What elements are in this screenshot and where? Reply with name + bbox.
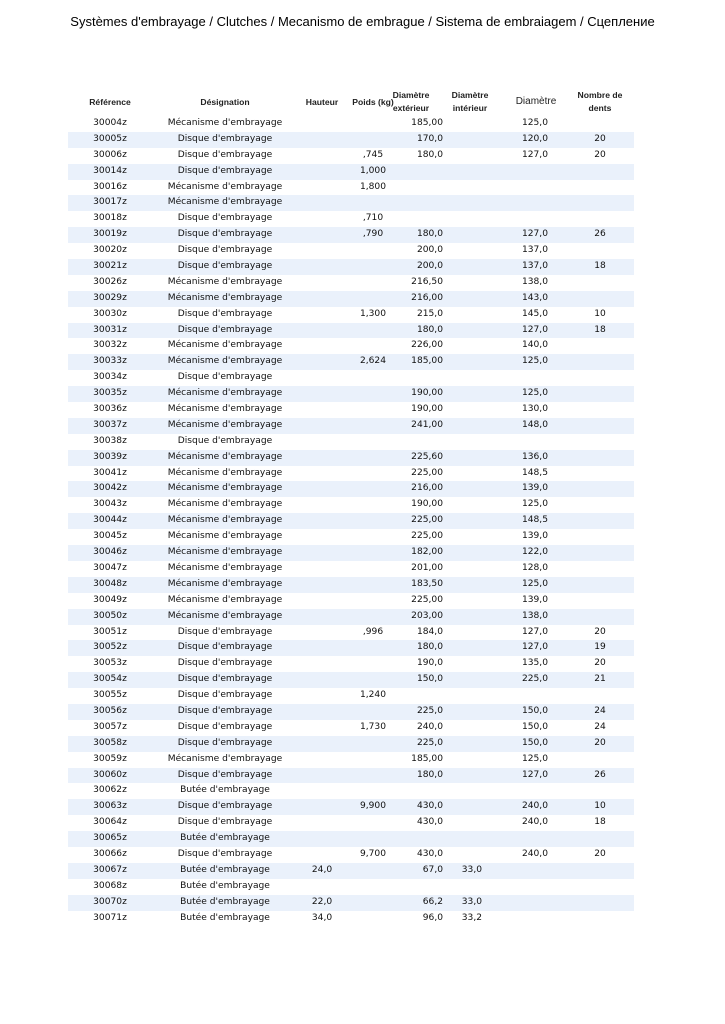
header-nombre-dents-2: dents xyxy=(588,103,612,113)
cell-reference: 30006z xyxy=(93,149,127,160)
cell-designation: Mécanisme d'embrayage xyxy=(167,610,283,621)
cell-designation: Mécanisme d'embrayage xyxy=(167,467,283,478)
cell-diametre: 127,0 xyxy=(521,149,548,160)
cell-diametre-exterieur: 201,00 xyxy=(411,562,443,573)
cell-reference: 30042z xyxy=(93,483,127,494)
cell-diametre-exterieur: 216,00 xyxy=(411,292,443,303)
cell-poids: 1,300 xyxy=(359,308,387,319)
cell-reference: 30053z xyxy=(93,658,127,669)
table-row xyxy=(68,656,634,672)
table-row xyxy=(68,450,634,466)
cell-poids: 1,000 xyxy=(359,165,387,176)
cell-designation: Mécanisme d'embrayage xyxy=(167,276,283,287)
cell-diametre-exterieur: 180,0 xyxy=(416,642,443,653)
cell-diametre-exterieur: 184,0 xyxy=(416,626,443,637)
cell-diametre-exterieur: 185,00 xyxy=(411,356,443,367)
cell-designation: Disque d'embrayage xyxy=(177,435,273,446)
cell-designation: Butée d'embrayage xyxy=(180,896,270,907)
header-diametre-exterieur-1: Diamètre xyxy=(392,90,430,100)
header-designation: Désignation xyxy=(200,97,250,107)
table-row xyxy=(68,323,634,339)
table-row xyxy=(68,752,634,768)
cell-designation: Mécanisme d'embrayage xyxy=(167,340,283,351)
cell-diametre: 135,0 xyxy=(521,658,548,669)
cell-diametre-exterieur: 185,00 xyxy=(411,118,443,128)
cell-nombre-dents: 18 xyxy=(594,324,606,335)
table-row xyxy=(68,338,634,354)
parts-table xyxy=(68,86,634,923)
cell-diametre: 138,0 xyxy=(521,276,548,287)
cell-designation: Mécanisme d'embrayage xyxy=(167,531,283,542)
table-row xyxy=(68,783,634,799)
cell-diametre-exterieur: 180,0 xyxy=(416,324,443,335)
cell-designation: Mécanisme d'embrayage xyxy=(167,404,283,415)
cell-designation: Butée d'embrayage xyxy=(180,912,270,923)
cell-diametre-exterieur: 225,60 xyxy=(411,451,443,462)
cell-designation: Disque d'embrayage xyxy=(177,801,273,812)
table-row xyxy=(68,354,634,370)
cell-designation: Disque d'embrayage xyxy=(177,705,273,716)
cell-diametre-exterieur: 180,0 xyxy=(416,149,443,160)
table-row xyxy=(68,227,634,243)
header-reference: Référence xyxy=(89,97,131,107)
cell-nombre-dents: 26 xyxy=(594,769,606,780)
cell-reference: 30055z xyxy=(93,690,127,701)
header-diametre-interieur-1: Diamètre xyxy=(451,90,489,100)
table-header xyxy=(68,86,634,116)
cell-nombre-dents: 26 xyxy=(594,229,606,240)
cell-diametre: 125,0 xyxy=(521,118,548,128)
cell-diametre: 127,0 xyxy=(521,642,548,653)
cell-diametre-interieur: 33,0 xyxy=(461,896,482,907)
cell-nombre-dents: 24 xyxy=(594,721,606,732)
cell-diametre-exterieur: 183,50 xyxy=(411,578,443,589)
cell-diametre: 130,0 xyxy=(521,404,548,415)
table-row xyxy=(68,625,634,641)
cell-reference: 30048z xyxy=(93,578,127,589)
table-row xyxy=(68,768,634,784)
cell-diametre-exterieur: 430,0 xyxy=(416,817,443,828)
cell-reference: 30057z xyxy=(93,721,127,732)
table-row xyxy=(68,466,634,482)
cell-diametre-exterieur: 225,00 xyxy=(411,594,443,605)
cell-nombre-dents: 20 xyxy=(594,658,606,669)
cell-reference: 30030z xyxy=(93,308,127,319)
cell-designation: Disque d'embrayage xyxy=(177,308,273,319)
cell-reference: 30032z xyxy=(93,340,127,351)
table-row xyxy=(68,116,634,132)
page-title: Systèmes d'embrayage / Clutches / Mecanismo de embrague / Sistema de embraiagem / Сцепление xyxy=(70,14,655,29)
cell-designation: Disque d'embrayage xyxy=(177,213,273,224)
cell-designation: Mécanisme d'embrayage xyxy=(167,181,283,192)
cell-nombre-dents: 20 xyxy=(594,149,606,160)
cell-nombre-dents: 20 xyxy=(594,626,606,637)
cell-reference: 30062z xyxy=(93,785,127,796)
cell-reference: 30058z xyxy=(93,737,127,748)
cell-poids: ,710 xyxy=(362,213,384,224)
header-diametre-exterieur-2: extérieur xyxy=(392,103,430,113)
cell-reference: 30045z xyxy=(93,531,127,542)
cell-poids: 1,240 xyxy=(359,690,387,701)
cell-reference: 30054z xyxy=(93,674,127,685)
cell-diametre-exterieur: 215,0 xyxy=(416,308,443,319)
cell-nombre-dents: 20 xyxy=(594,737,606,748)
cell-reference: 30041z xyxy=(93,467,127,478)
cell-reference: 30035z xyxy=(93,388,127,399)
cell-reference: 30049z xyxy=(93,594,127,605)
table-row xyxy=(68,911,634,927)
cell-nombre-dents: 18 xyxy=(594,261,606,272)
cell-reference: 30047z xyxy=(93,562,127,573)
cell-diametre-exterieur: 216,50 xyxy=(411,276,443,287)
cell-diametre-exterieur: 225,0 xyxy=(416,737,443,748)
table-row xyxy=(68,497,634,513)
cell-diametre: 148,5 xyxy=(521,467,548,478)
table-row xyxy=(68,211,634,227)
cell-designation: Mécanisme d'embrayage xyxy=(167,515,283,526)
cell-diametre: 240,0 xyxy=(521,848,548,859)
cell-diametre-exterieur: 430,0 xyxy=(416,801,443,812)
cell-hauteur: 24,0 xyxy=(311,864,333,875)
cell-diametre-exterieur: 200,0 xyxy=(416,261,443,272)
cell-designation: Mécanisme d'embrayage xyxy=(167,197,283,208)
cell-designation: Disque d'embrayage xyxy=(177,133,273,144)
table-row xyxy=(68,863,634,879)
table-row xyxy=(68,672,634,688)
cell-designation: Disque d'embrayage xyxy=(177,674,273,685)
cell-designation: Disque d'embrayage xyxy=(177,261,273,272)
cell-poids: 9,700 xyxy=(359,848,387,859)
cell-designation: Mécanisme d'embrayage xyxy=(167,578,283,589)
cell-diametre-exterieur: 225,00 xyxy=(411,515,443,526)
cell-diametre: 148,0 xyxy=(521,419,548,430)
cell-nombre-dents: 19 xyxy=(594,642,606,653)
cell-nombre-dents: 20 xyxy=(594,133,606,144)
cell-diametre: 125,0 xyxy=(521,753,548,764)
cell-diametre-exterieur: 67,0 xyxy=(422,864,443,875)
cell-diametre-exterieur: 225,00 xyxy=(411,467,443,478)
cell-diametre-exterieur: 430,0 xyxy=(416,848,443,859)
table-row xyxy=(68,259,634,275)
cell-reference: 30046z xyxy=(93,547,127,558)
cell-diametre: 120,0 xyxy=(521,133,548,144)
table-row xyxy=(68,593,634,609)
cell-designation: Mécanisme d'embrayage xyxy=(167,594,283,605)
cell-designation: Butée d'embrayage xyxy=(180,880,270,891)
table-row xyxy=(68,370,634,386)
cell-designation: Disque d'embrayage xyxy=(177,769,273,780)
cell-diametre-exterieur: 170,0 xyxy=(416,133,443,144)
cell-nombre-dents: 20 xyxy=(594,848,606,859)
table-row xyxy=(68,847,634,863)
table-row xyxy=(68,481,634,497)
cell-diametre-exterieur: 226,00 xyxy=(411,340,443,351)
cell-diametre-exterieur: 150,0 xyxy=(416,674,443,685)
cell-reference: 30052z xyxy=(93,642,127,653)
cell-reference: 30036z xyxy=(93,404,127,415)
table-row xyxy=(68,243,634,259)
cell-diametre: 122,0 xyxy=(521,547,548,558)
cell-reference: 30039z xyxy=(93,451,127,462)
table-row xyxy=(68,720,634,736)
cell-designation: Disque d'embrayage xyxy=(177,324,273,335)
cell-poids: 1,730 xyxy=(359,721,387,732)
cell-designation: Butée d'embrayage xyxy=(180,864,270,875)
cell-hauteur: 22,0 xyxy=(311,896,333,907)
cell-reference: 30059z xyxy=(93,753,127,764)
cell-reference: 30005z xyxy=(93,133,127,144)
cell-diametre: 125,0 xyxy=(521,388,548,399)
cell-reference: 30020z xyxy=(93,245,127,256)
cell-diametre: 137,0 xyxy=(521,245,548,256)
cell-diametre-exterieur: 96,0 xyxy=(422,912,443,923)
table-row xyxy=(68,640,634,656)
cell-diametre: 127,0 xyxy=(521,324,548,335)
cell-diametre-exterieur: 180,0 xyxy=(416,229,443,240)
table-row xyxy=(68,275,634,291)
cell-designation: Mécanisme d'embrayage xyxy=(167,562,283,573)
cell-designation: Disque d'embrayage xyxy=(177,229,273,240)
cell-diametre-exterieur: 225,00 xyxy=(411,531,443,542)
cell-nombre-dents: 10 xyxy=(594,308,606,319)
cell-nombre-dents: 10 xyxy=(594,801,606,812)
cell-diametre: 139,0 xyxy=(521,531,548,542)
table-row xyxy=(68,434,634,450)
table-row xyxy=(68,815,634,831)
cell-designation: Disque d'embrayage xyxy=(177,721,273,732)
cell-diametre: 150,0 xyxy=(521,737,548,748)
cell-diametre-exterieur: 190,00 xyxy=(411,388,443,399)
cell-diametre-exterieur: 190,0 xyxy=(416,658,443,669)
table-row xyxy=(68,736,634,752)
cell-diametre: 136,0 xyxy=(521,451,548,462)
cell-diametre: 137,0 xyxy=(521,261,548,272)
cell-designation: Disque d'embrayage xyxy=(177,848,273,859)
table-row xyxy=(68,307,634,323)
table-row xyxy=(68,831,634,847)
table-row xyxy=(68,545,634,561)
cell-reference: 30067z xyxy=(93,864,127,875)
cell-diametre: 128,0 xyxy=(521,562,548,573)
cell-diametre: 127,0 xyxy=(521,626,548,637)
cell-diametre: 139,0 xyxy=(521,594,548,605)
cell-reference: 30017z xyxy=(93,197,127,208)
cell-diametre: 240,0 xyxy=(521,801,548,812)
header-hauteur: Hauteur xyxy=(305,97,339,107)
cell-diametre: 150,0 xyxy=(521,721,548,732)
cell-reference: 30044z xyxy=(93,515,127,526)
cell-diametre-exterieur: 66,2 xyxy=(422,896,443,907)
cell-designation: Disque d'embrayage xyxy=(177,737,273,748)
cell-reference: 30070z xyxy=(93,896,127,907)
cell-poids: 9,900 xyxy=(359,801,387,812)
table-row xyxy=(68,879,634,895)
table-row xyxy=(68,609,634,625)
header-diametre: Diamètre xyxy=(515,96,557,107)
cell-designation: Disque d'embrayage xyxy=(177,658,273,669)
cell-diametre-exterieur: 240,0 xyxy=(416,721,443,732)
cell-diametre: 240,0 xyxy=(521,817,548,828)
cell-reference: 30019z xyxy=(93,229,127,240)
cell-diametre-exterieur: 182,00 xyxy=(411,547,443,558)
cell-designation: Mécanisme d'embrayage xyxy=(167,118,283,128)
cell-nombre-dents: 18 xyxy=(594,817,606,828)
cell-diametre: 127,0 xyxy=(521,769,548,780)
cell-designation: Disque d'embrayage xyxy=(177,245,273,256)
cell-designation: Mécanisme d'embrayage xyxy=(167,292,283,303)
cell-reference: 30038z xyxy=(93,435,127,446)
cell-diametre-exterieur: 190,00 xyxy=(411,404,443,415)
cell-hauteur: 34,0 xyxy=(311,912,333,923)
cell-reference: 30043z xyxy=(93,499,127,510)
cell-reference: 30018z xyxy=(93,213,127,224)
cell-reference: 30060z xyxy=(93,769,127,780)
cell-diametre: 225,0 xyxy=(521,674,548,685)
cell-poids: ,745 xyxy=(362,149,384,160)
cell-reference: 30051z xyxy=(93,626,127,637)
cell-reference: 30034z xyxy=(93,372,127,383)
table-row xyxy=(68,386,634,402)
cell-diametre-interieur: 33,0 xyxy=(461,864,482,875)
cell-designation: Mécanisme d'embrayage xyxy=(167,499,283,510)
cell-designation: Butée d'embrayage xyxy=(180,833,270,844)
cell-nombre-dents: 24 xyxy=(594,705,606,716)
cell-designation: Disque d'embrayage xyxy=(177,372,273,383)
cell-diametre: 125,0 xyxy=(521,499,548,510)
cell-diametre-exterieur: 185,00 xyxy=(411,753,443,764)
table-row xyxy=(68,195,634,211)
cell-reference: 30064z xyxy=(93,817,127,828)
table-row xyxy=(68,513,634,529)
table-row xyxy=(68,577,634,593)
cell-diametre: 125,0 xyxy=(521,578,548,589)
table-row xyxy=(68,132,634,148)
cell-diametre: 143,0 xyxy=(521,292,548,303)
table-row xyxy=(68,688,634,704)
table-row xyxy=(68,291,634,307)
cell-designation: Mécanisme d'embrayage xyxy=(167,753,283,764)
table-row xyxy=(68,561,634,577)
cell-designation: Mécanisme d'embrayage xyxy=(167,388,283,399)
header-poids: Poids (kg) xyxy=(352,97,394,107)
cell-reference: 30016z xyxy=(93,181,127,192)
cell-diametre-exterieur: 241,00 xyxy=(411,419,443,430)
cell-diametre-exterieur: 200,0 xyxy=(416,245,443,256)
cell-nombre-dents: 21 xyxy=(594,674,606,685)
header-diametre-interieur-2: intérieur xyxy=(452,103,488,113)
cell-diametre: 127,0 xyxy=(521,229,548,240)
cell-reference: 30026z xyxy=(93,276,127,287)
cell-reference: 30014z xyxy=(93,165,127,176)
cell-designation: Mécanisme d'embrayage xyxy=(167,419,283,430)
cell-diametre: 145,0 xyxy=(521,308,548,319)
cell-diametre-exterieur: 190,00 xyxy=(411,499,443,510)
cell-designation: Disque d'embrayage xyxy=(177,149,273,160)
cell-reference: 30021z xyxy=(93,261,127,272)
cell-designation: Butée d'embrayage xyxy=(180,785,270,796)
cell-designation: Disque d'embrayage xyxy=(177,817,273,828)
cell-designation: Disque d'embrayage xyxy=(177,165,273,176)
table-row xyxy=(68,164,634,180)
cell-reference: 30037z xyxy=(93,419,127,430)
cell-designation: Mécanisme d'embrayage xyxy=(167,483,283,494)
cell-reference: 30029z xyxy=(93,292,127,303)
cell-diametre-interieur: 33,2 xyxy=(461,912,482,923)
cell-designation: Disque d'embrayage xyxy=(177,626,273,637)
cell-diametre: 140,0 xyxy=(521,340,548,351)
cell-reference: 30033z xyxy=(93,356,127,367)
cell-poids: ,996 xyxy=(362,626,384,637)
table-row xyxy=(68,148,634,164)
cell-reference: 30063z xyxy=(93,801,127,812)
cell-reference: 30050z xyxy=(93,610,127,621)
cell-diametre: 139,0 xyxy=(521,483,548,494)
table-row xyxy=(68,895,634,911)
cell-poids: 2,624 xyxy=(359,356,387,367)
header-nombre-dents-1: Nombre de xyxy=(577,90,623,100)
cell-reference: 30031z xyxy=(93,324,127,335)
cell-reference: 30004z xyxy=(93,118,127,128)
cell-diametre: 150,0 xyxy=(521,705,548,716)
table-row xyxy=(68,704,634,720)
cell-reference: 30066z xyxy=(93,848,127,859)
cell-diametre: 148,5 xyxy=(521,515,548,526)
cell-designation: Disque d'embrayage xyxy=(177,690,273,701)
cell-diametre: 138,0 xyxy=(521,610,548,621)
cell-diametre-exterieur: 216,00 xyxy=(411,483,443,494)
cell-diametre-exterieur: 225,0 xyxy=(416,705,443,716)
cell-diametre-exterieur: 203,00 xyxy=(411,610,443,621)
table-row xyxy=(68,529,634,545)
table-row xyxy=(68,402,634,418)
table-row xyxy=(68,180,634,196)
cell-designation: Mécanisme d'embrayage xyxy=(167,547,283,558)
table-body xyxy=(68,116,634,926)
cell-poids: 1,800 xyxy=(359,181,387,192)
table-row xyxy=(68,799,634,815)
cell-reference: 30056z xyxy=(93,705,127,716)
cell-diametre: 125,0 xyxy=(521,356,548,367)
table-row xyxy=(68,418,634,434)
cell-reference: 30071z xyxy=(93,912,127,923)
cell-reference: 30065z xyxy=(93,833,127,844)
cell-poids: ,790 xyxy=(362,229,384,240)
cell-diametre-exterieur: 180,0 xyxy=(416,769,443,780)
cell-reference: 30068z xyxy=(93,880,127,891)
cell-designation: Mécanisme d'embrayage xyxy=(167,356,283,367)
cell-designation: Mécanisme d'embrayage xyxy=(167,451,283,462)
cell-designation: Disque d'embrayage xyxy=(177,642,273,653)
